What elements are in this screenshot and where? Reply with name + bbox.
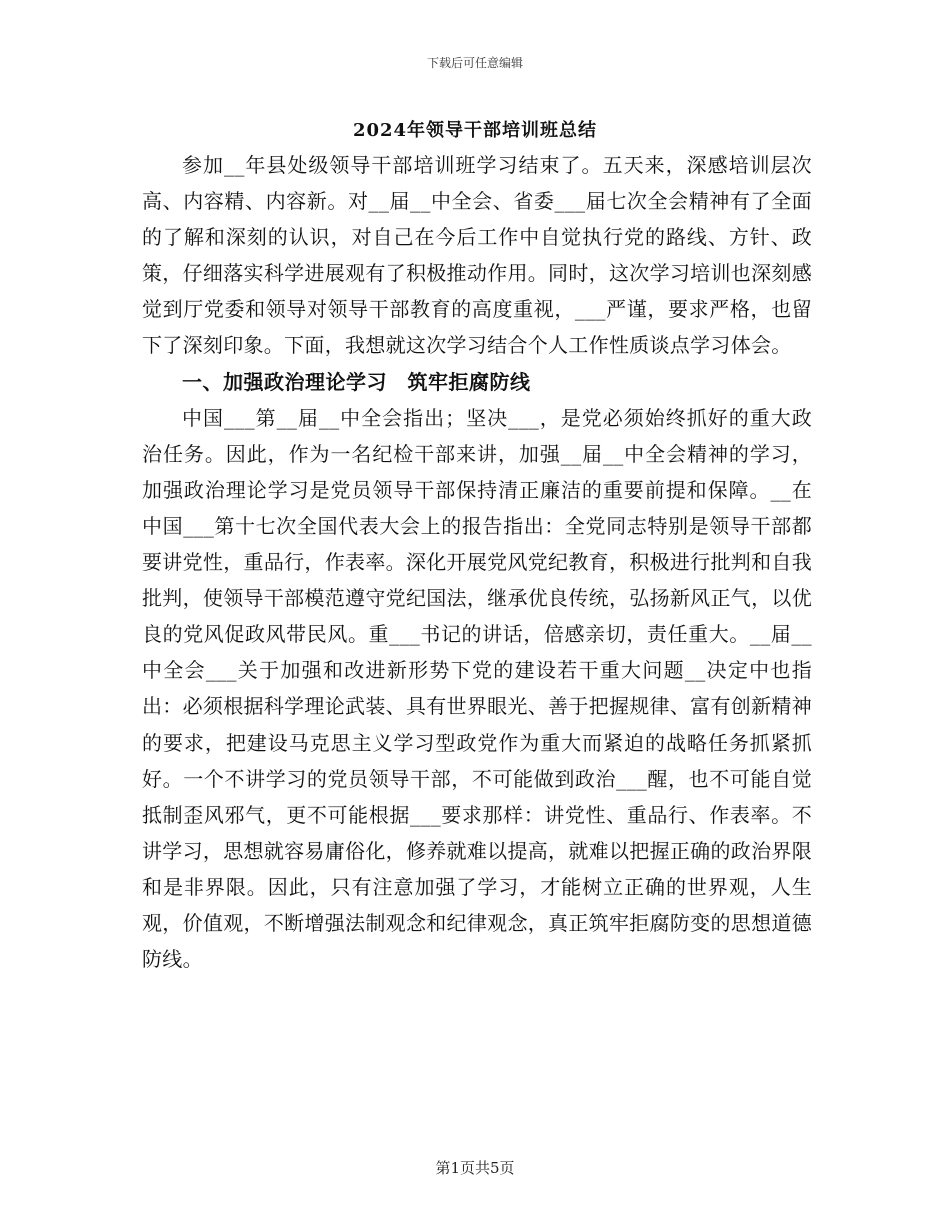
document-body	[142, 147, 812, 977]
document-title: 2024年领导干部培训班总结	[352, 120, 598, 141]
page-indicator: 第1页共5页	[435, 1159, 515, 1177]
section-heading-1: 一、加强政治理论学习 筑牢拒腐防线	[182, 369, 531, 394]
download-edit-note: 下载后可任意编辑	[426, 56, 523, 70]
section-1-paragraph: 中国___第__届__中全会指出；坚决___，是党必须始终抓好的重大政治任务。因此，作为一名纪检干部来讲，加强__届__中全会精神的学习，加强政治理论学习是党员领导干部保持清正廉洁的重要前提和保障。__在中国___第十七次全国代表大会上的报告指出：全党同志特别是领导干部都要讲党性，重品行，作表率。深化开展党风党纪教育，积极进行批判和自我批判，使领导干部模范遵守党纪国法，继承优良传统，弘扬新风正气，以优良的党风促政风带民风。重___书记的讲话，倍感亲切，责任重大。__届__中全会___关于加强和改进新形势下党的建设若干重大问题__决定中也指出：必须根据科学理论武装、具有世界眼光、善于把握规律、富有创新精神的要求，把建设马克思主义学习型政党作为重大而紧迫的战略任务抓紧抓好。一个不讲学习的党员领导干部，不可能做到政治___醒，也不可能自觉抵制歪风邪气，更不可能根据___要求那样：讲党性、重品行、作表率。不讲学习，思想就容易庸俗化，修养就难以提高，就难以把握正确的政治界限和是非界限。因此，只有注意加强了学习，才能树立正确的世界观，人生观，价值观，不断增强法制观念和纪律观念，真正筑牢拒腐防变的思想道德防线。	[142, 405, 812, 972]
intro-paragraph: 参加__年县处级领导干部培训班学习结束了。五天来，深感培训层次高、内容精、内容新。对__届__中全会、省委___届七次全会精神有了全面的了解和深刻的认识，对自己在今后工作中自觉执行党的路线、方针、政策，仔细落实科学进展观有了积极推动作用。同时，这次学习培训也深刻感觉到厅党委和领导对领导干部教育的高度重视，___严谨，要求严格，也留下了深刻印象。下面，我想就这次学习结合个人工作性质谈点学习体会。	[142, 153, 812, 358]
